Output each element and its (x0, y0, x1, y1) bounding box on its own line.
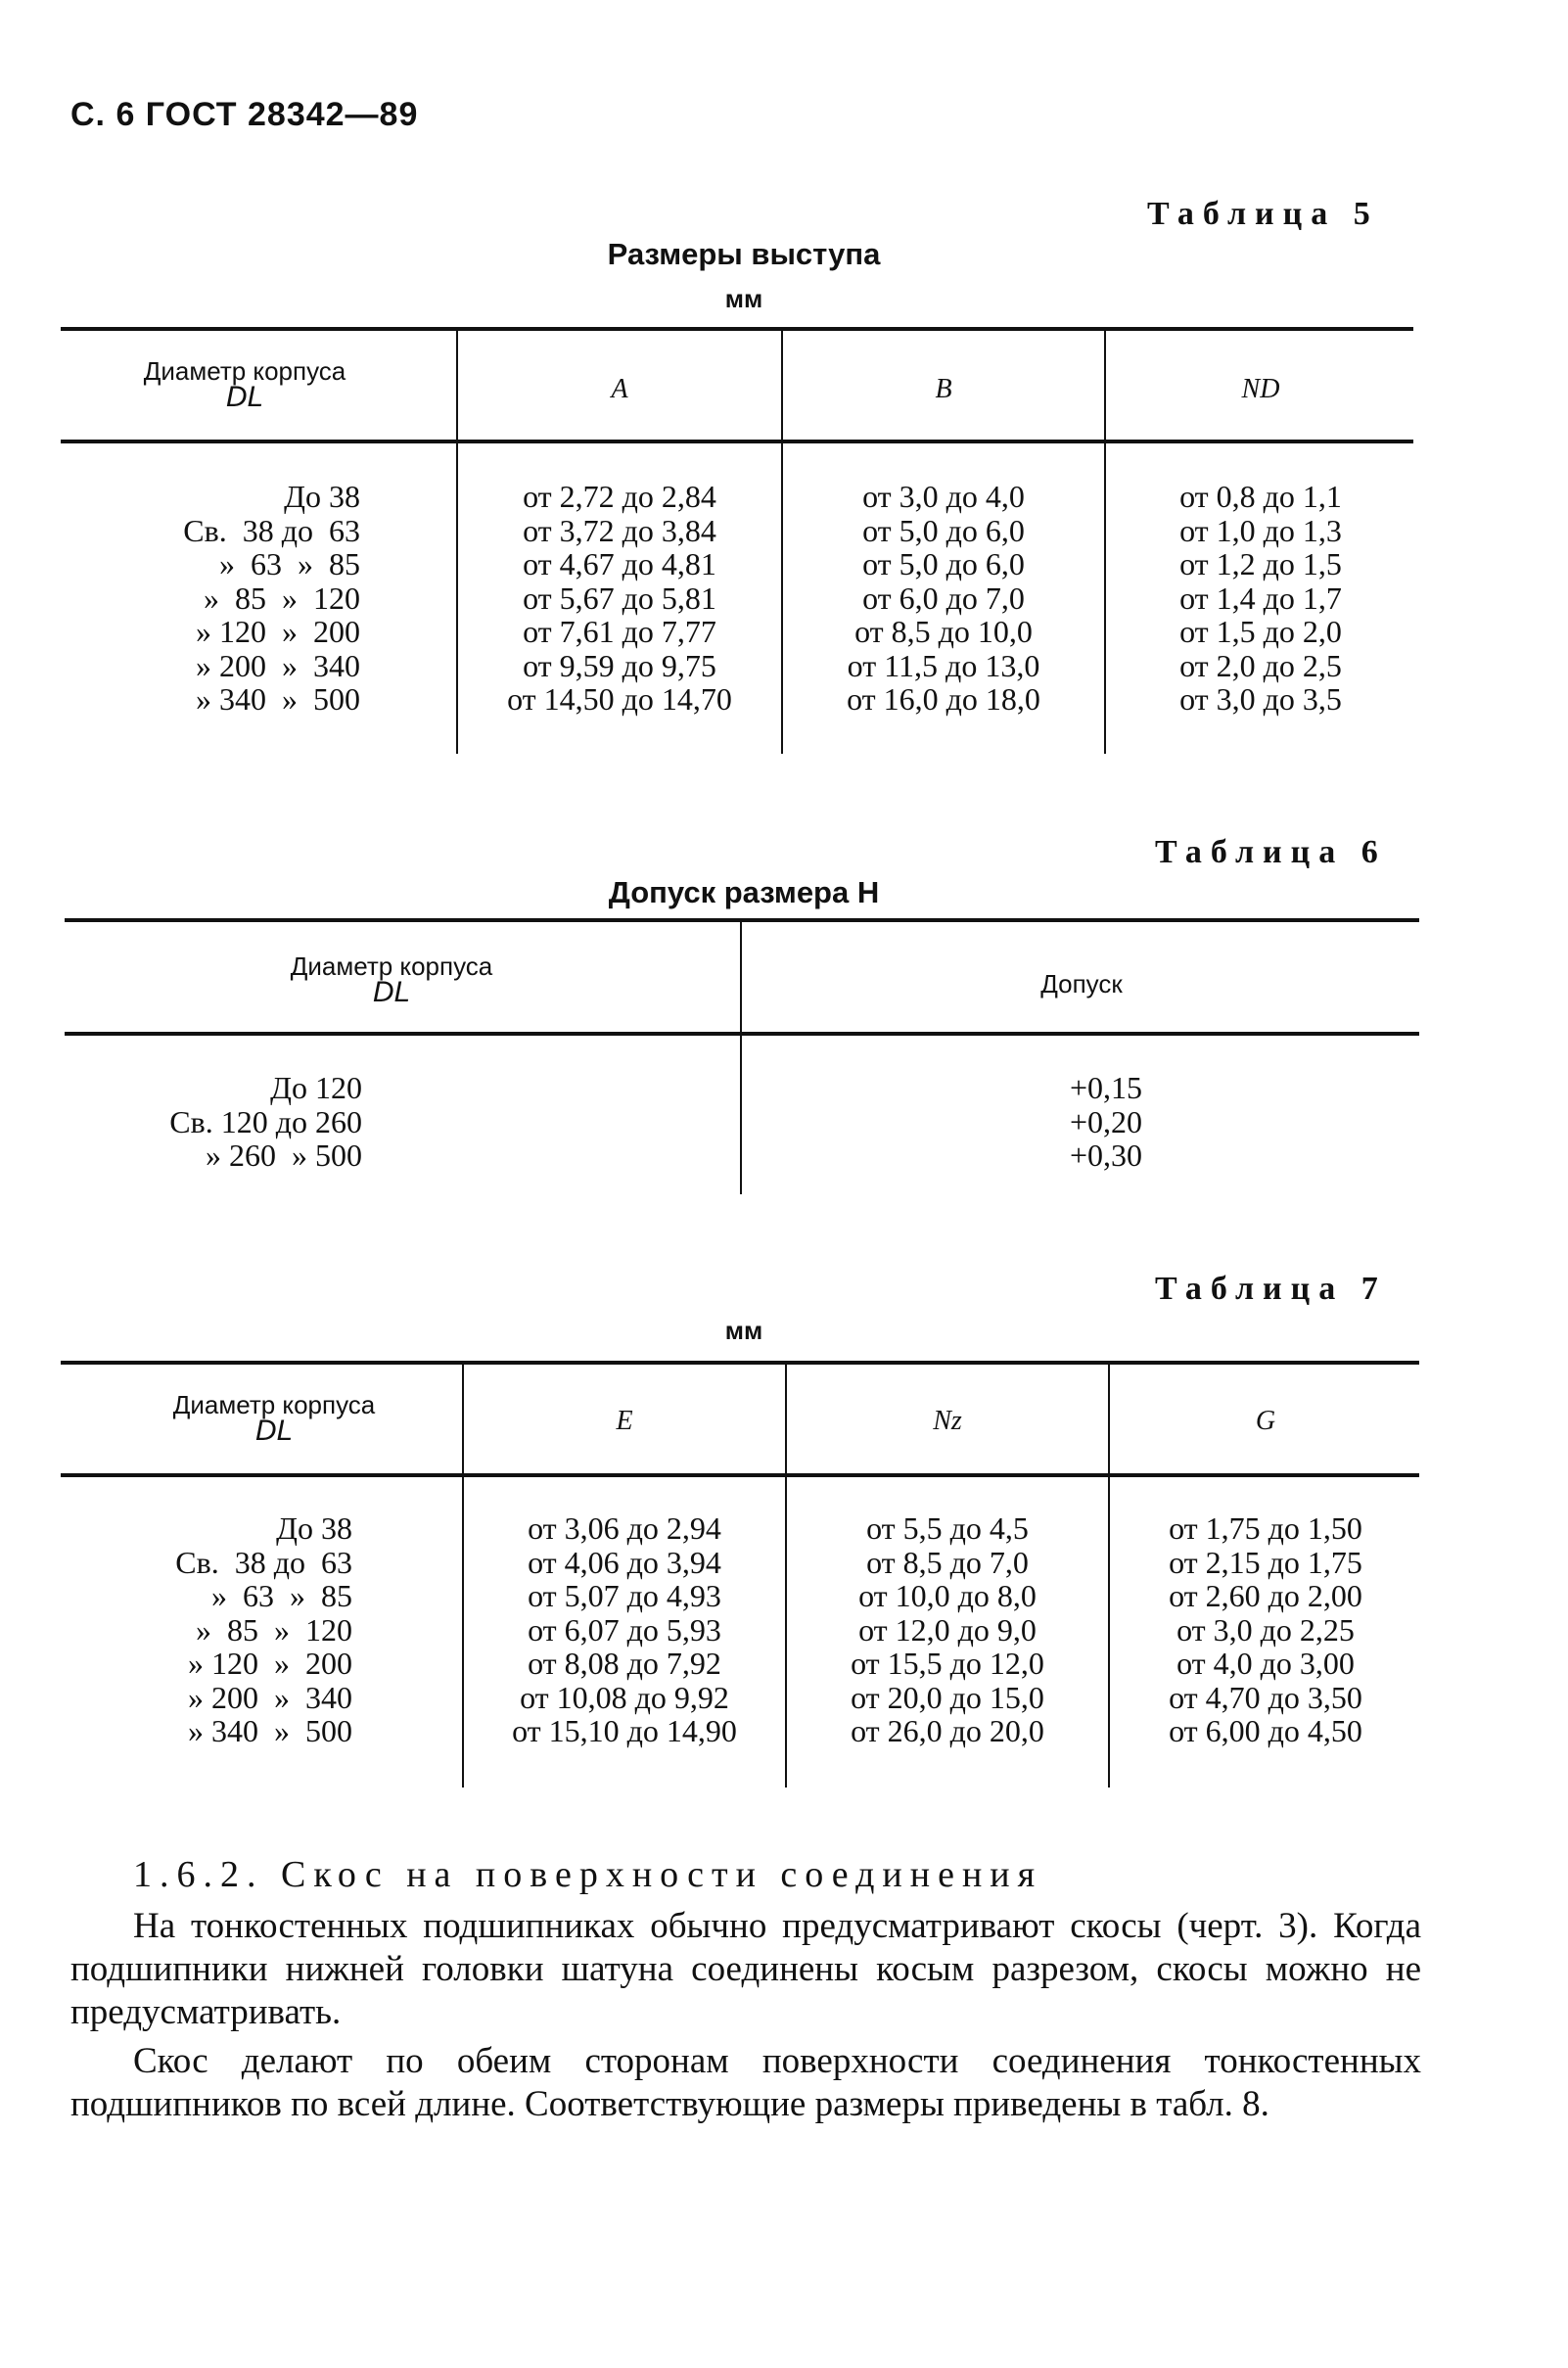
table5-col-a: от 2,72 до 2,84 от 3,72 до 3,84 от 4,67 до 4,81 от 5,67 до 5,81 от 7,61 до 7,77 от 9,59 до 9,75 от 14,50 до 14,70 (507, 479, 732, 717)
table7-head-e: E (616, 1406, 633, 1436)
table6-head-symbol: DL (372, 976, 411, 1008)
section-title: 1.6.2. Скос на поверхности соединения (133, 1854, 1043, 1895)
table7-head-rule (61, 1473, 1419, 1477)
section-paragraph-1: На тонкостенных подшипниках обычно предусматривают скосы (черт. 3). Когда подшипники нижней головки шатуна соединены косым разрезом, скосы можно не предусматривать. (70, 1906, 1421, 2032)
table7-divider (785, 1365, 787, 1788)
table5-col-nd: от 0,8 до 1,1 от 1,0 до 1,3 от 1,2 до 1,5 от 1,4 до 1,7 от 1,5 до 2,0 от 2,0 до 2,5 от 3,0 до 3,5 (1179, 479, 1342, 717)
table6-col-tolerance: +0,15 +0,20 +0,30 (1069, 1070, 1143, 1173)
table7-divider (462, 1365, 464, 1788)
table7-label: Таблица 7 (1155, 1271, 1387, 1307)
table7-col-nz: от 5,5 до 4,5 от 8,5 до 7,0 от 10,0 до 8,0 от 12,0 до 9,0 от 15,5 до 12,0 от 20,0 до 15,0 от 26,0 до 20,0 (851, 1510, 1044, 1748)
table5-head-nd: ND (1241, 374, 1280, 404)
table7-head-g: G (1255, 1406, 1276, 1436)
table5-label: Таблица 5 (1147, 196, 1379, 232)
table5-title: Размеры выступа (607, 237, 881, 271)
table5-head-b: B (935, 374, 952, 404)
table7-head-diameter-text: Диаметр корпуса (172, 1390, 376, 1419)
table5-divider (1104, 331, 1106, 754)
table6-head-diameter-text: Диаметр корпуса (290, 952, 493, 981)
table6-head-diameter (245, 952, 538, 1009)
table7-head-symbol: DL (254, 1415, 294, 1447)
table5-head-a: A (611, 374, 628, 404)
table7-head-nz: Nz (933, 1406, 962, 1436)
table5-head-symbol: DL (225, 381, 264, 413)
table5-head-diameter (98, 356, 392, 414)
table6-label: Таблица 6 (1155, 834, 1387, 870)
table6-col-diameter: До 120 Св. 120 до 260 » 260 » 500 (169, 1070, 362, 1173)
table5-divider (456, 331, 458, 754)
table5-top-rule (61, 327, 1413, 331)
table6-head-tolerance: Допуск (1040, 969, 1123, 998)
table7-top-rule (61, 1361, 1419, 1365)
table6-title: Допуск размера H (608, 875, 880, 909)
table5-units: мм (724, 284, 763, 313)
section-paragraph-2: Скос делают по обеим сторонам поверхности соединения тонкостенных подшипников по всей длине. Соответствующие размеры приведены в табл. 8. (70, 2041, 1421, 2124)
table5-col-diameter: До 38 Св. 38 до 63 » 63 » 85 » 85 » 120 » 120 » 200 » 200 » 340 » 340 » 500 (183, 479, 360, 717)
table6-top-rule (65, 918, 1419, 922)
table7-units: мм (724, 1316, 763, 1345)
table7-divider (1108, 1365, 1110, 1788)
table7-col-e: от 3,06 до 2,94 от 4,06 до 3,94 от 5,07 до 4,93 от 6,07 до 5,93 от 8,08 до 7,92 от 10,08 до 9,92 от 15,10 до 14,90 (512, 1510, 737, 1748)
page-header: С. 6 ГОСТ 28342—89 (70, 96, 419, 133)
table6-head-rule (65, 1032, 1419, 1036)
table5-head-rule (61, 440, 1413, 443)
table5-col-b: от 3,0 до 4,0 от 5,0 до 6,0 от 5,0 до 6,0 от 6,0 до 7,0 от 8,5 до 10,0 от 11,5 до 13,0 от 16,0 до 18,0 (847, 479, 1040, 717)
table7-col-g: от 1,75 до 1,50 от 2,15 до 1,75 от 2,60 до 2,00 от 3,0 до 2,25 от 4,0 до 3,00 от 4,70 до 3,50 от 6,00 до 4,50 (1169, 1510, 1362, 1748)
table5-divider (781, 331, 783, 754)
table7-head-diameter (127, 1390, 421, 1448)
table7-col-diameter: До 38 Св. 38 до 63 » 63 » 85 » 85 » 120 » 120 » 200 » 200 » 340 » 340 » 500 (175, 1510, 352, 1748)
table6-divider (740, 922, 742, 1194)
table5-head-diameter-text: Диаметр корпуса (143, 356, 346, 386)
